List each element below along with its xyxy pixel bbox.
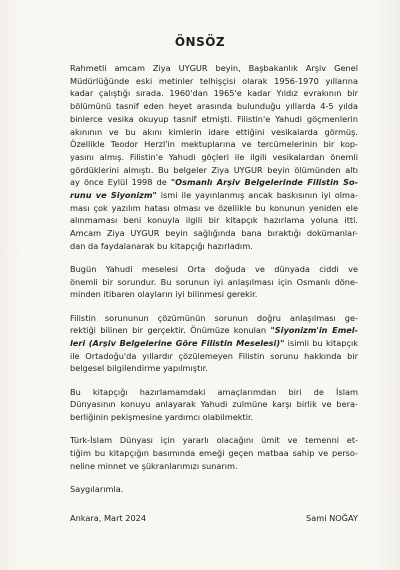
signature-row	[52, 512, 358, 525]
text-line: akınının ve bu akını kimlerin idare ettiğini vesikalarda görmüş.	[70, 126, 358, 137]
text-line: belgesel bilgilendirme yapılmıştır.	[70, 363, 208, 374]
text-line: Filistin sorununun çözümünün sorunun doğru anlaşılması ge-	[70, 312, 358, 323]
paragraph-3	[52, 312, 358, 376]
text-line: ile Ortadoğu'da yıllardır çözülemeyen Filistin sorunu hakkında bir	[70, 350, 358, 361]
author-name: Sami NOĞAY	[306, 512, 358, 523]
text-line: ay önce Eylül 1998 de "Osmanlı Arşiv Belgelerinde Filistin So-	[70, 177, 358, 188]
text-line: Bu kitapçığı hazırlamamdaki amaçlarımdan biri de İslam	[70, 386, 358, 397]
text-line: rektiği bilinen bir gerçektir. Önümüze konulan "Siyonizm'in Emel-	[70, 325, 358, 336]
text-line: dan da faydalanarak bu kitapçığı hazırladım.	[70, 240, 253, 251]
text-line: neline minnet ve şükranlarımızı sunarım.	[70, 460, 238, 471]
text-line: Müdürlüğünde eski metinler telhişçisi olarak 1956-1970 yıllarına	[70, 75, 358, 86]
text-line: alınmaması beni konuyla ilgili bir kitapçık hazırlama yoluna itti.	[70, 215, 358, 226]
document-body	[52, 62, 358, 524]
paragraph-4	[52, 386, 358, 424]
text-line: Bugün Yahudi meselesi Orta doğuda ve dünyada ciddi ve	[70, 264, 358, 275]
text-line: bölümünü tasnif eden heyet arasında bulunduğu yıllarda 4-5 yılda	[70, 101, 358, 112]
text-line: leri (Arşiv Belgelerine Göre Filistin Meselesi)" isimli bu kitapçık	[70, 338, 358, 349]
paragraph-5	[52, 434, 358, 472]
text-line: minden itibaren olayların iyi bilinmesi gerekir.	[70, 289, 258, 300]
text-line: Amcam Ziya UYGUR beyin sağlığında bana bıraktığı dokümanlar-	[70, 228, 358, 239]
page-title: ÖNSÖZ	[174, 35, 226, 49]
text-line: Özellikle Teodor Herzl'in mektuplarına ve tercümelerinin bir kop-	[70, 139, 358, 150]
text-line: Dünyasının konuyu anlayarak Yahudi zulmüne karşı birlik ve bera-	[70, 399, 358, 410]
paragraph-2	[52, 263, 358, 301]
place-date: Ankara, Mart 2024	[70, 512, 147, 523]
text-line: Türk-İslam Dünyası için yararlı olacağını ümit ve temenni et-	[70, 435, 358, 446]
text-line: ması çok yazılım hatası olması ve özellikle bu konunun yeniden ele	[70, 202, 358, 213]
text-line: gördüklerini almıştı. Bu belgeler Ziya UYGUR beyin ölümünden altı	[70, 164, 358, 175]
text-line: önemli bir sorundur. Bu sorunun iyi anlaşılması için Osmanlı döne-	[70, 276, 358, 287]
text-line: runu ve Siyonizm" ismi ile yayınlanmış ancak baskısının iyi olma-	[70, 190, 358, 201]
closing-salutation: Saygılarımla.	[70, 483, 124, 494]
text-line: berliğinin pekişmesine yardımcı olabilmektir.	[70, 412, 254, 423]
text-line: Rahmetli amcam Ziya UYGUR beyin, Başbakanlık Arşiv Genel	[70, 63, 358, 73]
paragraph-1	[52, 62, 358, 253]
text-line: tiğim bu kitapçığın basımında emeği geçen matbaa sahip ve perso-	[70, 447, 358, 458]
text-line: kadar çalıştığı sırada. 1960'dan 1965'e kadar Yıldız evrakının bir	[70, 88, 358, 99]
text-line: binlerce vesika okuyup tasnif etmişti. Filistin'e Yahudi göçmenlerin	[70, 113, 358, 124]
text-line: yasını almış. Filistin'e Yahudi göçleri ile ilgili vesikalardan önemli	[70, 151, 358, 162]
